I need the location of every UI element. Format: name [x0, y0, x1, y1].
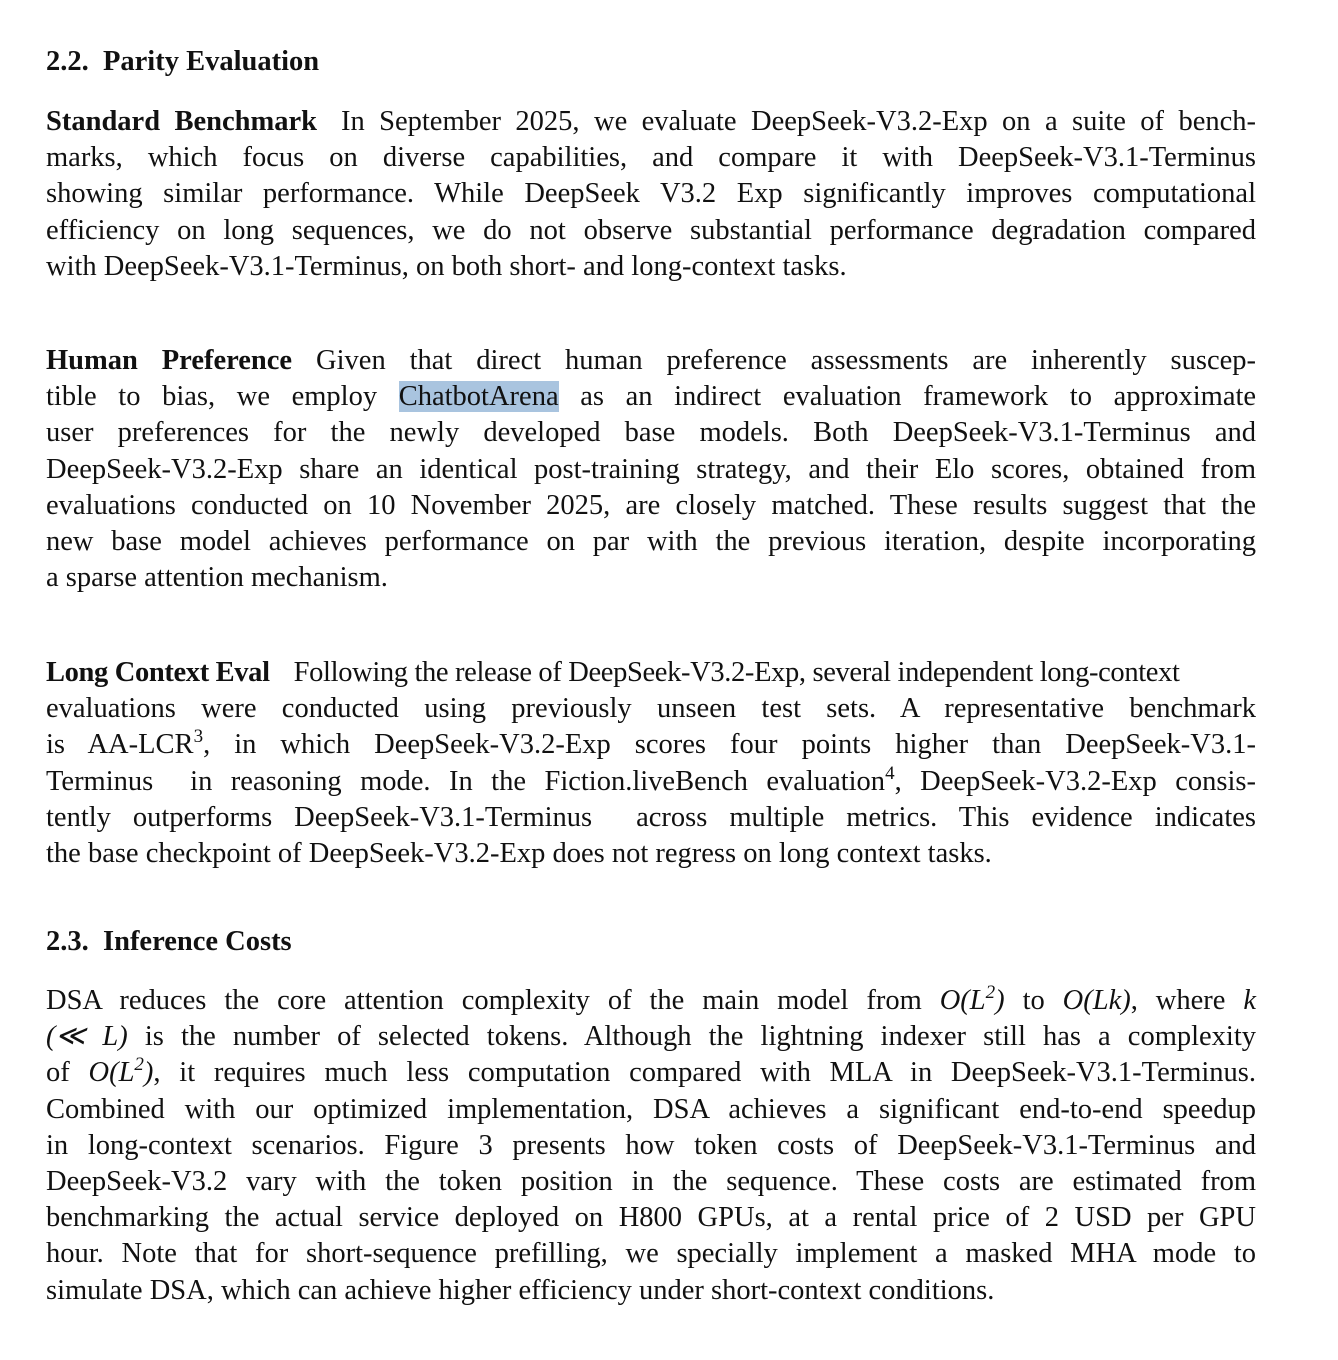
- line-text: Following the release of DeepSeek-V3.2-Exp, several independent long-context: [293, 657, 1180, 688]
- section-heading-2-2: [46, 44, 319, 80]
- paragraph-line: [46, 379, 1256, 415]
- paragraph-line: hour. Note that for short-sequence prefilling, we specially implement a masked MHA mode to: [46, 1238, 1256, 1270]
- paragraph-line: new base model achieves performance on par with the previous iteration, despite incorporating: [46, 526, 1256, 558]
- paragraph-line: [46, 764, 1256, 800]
- section-title: Inference Costs: [103, 926, 292, 957]
- line-text: , where: [1130, 985, 1226, 1016]
- paragraph-line: [46, 104, 1256, 140]
- selected-text-chatbotarena[interactable]: ChatbotArena: [398, 381, 559, 413]
- math-expression: $O(L^2)$: [939, 982, 1005, 1016]
- paragraph-line: evaluations were conducted using previously unseen test sets. A representative benchmark: [46, 693, 1256, 725]
- section-title: Parity Evaluation: [103, 46, 320, 77]
- paragraph-line: showing similar performance. While DeepSeek V3.2 Exp significantly improves computational: [46, 178, 1256, 210]
- section-number: 2.2.: [46, 46, 89, 77]
- line-text: as an indirect evaluation framework to approximate: [580, 381, 1257, 413]
- paragraph-line: efficiency on long sequences, we do not observe substantial performance degradation compared: [46, 214, 1256, 246]
- paragraph-line: tently outperforms DeepSeek-V3.1-Terminus across multiple metrics. This evidence indicates: [46, 801, 1256, 833]
- line-text: Terminus in reasoning mode. In the Fiction.liveBench evaluation: [46, 765, 886, 797]
- paragraph-human-preference: [46, 343, 1256, 596]
- math-expression: $O(L^2)$: [88, 1054, 154, 1089]
- paragraph-line: a sparse attention mechanism.: [46, 562, 388, 594]
- paragraph-long-context-eval: [46, 655, 1256, 872]
- line-text: In September 2025, we evaluate DeepSeek-V3.2-Exp on a suite of bench-: [340, 106, 1256, 137]
- paragraph-line: DeepSeek-V3.2-Exp share an identical post-training strategy, and their Elo scores, obtained from: [46, 453, 1256, 485]
- footnote-marker[interactable]: 4: [885, 762, 895, 784]
- line-text: tible to bias, we employ: [46, 381, 378, 413]
- line-text: is AA-LCR: [46, 729, 194, 761]
- line-text: , in which DeepSeek-V3.2-Exp scores four points higher than DeepSeek-V3.1-: [203, 729, 1256, 761]
- paragraph-line: [46, 727, 1256, 763]
- paragraph-line: marks, which focus on diverse capabilities, and compare it with DeepSeek-V3.1-Terminus: [46, 142, 1256, 174]
- paragraph-title: Human Preference: [46, 345, 293, 376]
- footnote-marker[interactable]: 3: [193, 726, 204, 748]
- line-text: Given that direct human preference assessments are inherently suscep-: [316, 345, 1256, 376]
- line-text: , DeepSeek-V3.2-Exp consis-: [894, 765, 1256, 797]
- paragraph-line: [46, 983, 1256, 1019]
- line-text: of: [46, 1057, 70, 1089]
- section-heading-2-3: [46, 924, 292, 960]
- paragraph-line: [46, 1019, 1256, 1055]
- math-expression: (≪ L): [46, 1021, 128, 1053]
- line-text: DSA reduces the core attention complexity of the main model from: [46, 985, 922, 1016]
- paragraph-line: evaluations conducted on 10 November 2025, are closely matched. These results suggest that the: [46, 489, 1256, 521]
- paragraph-line: Combined with our optimized implementation, DSA achieves a significant end-to-end speedup: [46, 1093, 1256, 1125]
- paragraph-line: simulate DSA, which can achieve higher efficiency under short-context conditions.: [46, 1274, 995, 1306]
- paragraph-line: with DeepSeek-V3.1-Terminus, on both short- and long-context tasks.: [46, 250, 847, 282]
- paragraph-line: [46, 343, 1256, 379]
- line-text: , it requires much less computation compared with MLA in DeepSeek-V3.1-Terminus.: [153, 1057, 1257, 1089]
- paragraph-line: [46, 1055, 1256, 1091]
- paragraph-line: the base checkpoint of DeepSeek-V3.2-Exp does not regress on long context tasks.: [46, 838, 992, 870]
- math-expression: O(Lk): [1062, 985, 1131, 1016]
- paragraph-line: user preferences for the newly developed base models. Both DeepSeek-V3.1-Terminus and: [46, 417, 1256, 449]
- paragraph-title: Standard Benchmark: [46, 106, 317, 137]
- paragraph-inference-costs: [46, 983, 1256, 1309]
- paragraph-title: Long Context Eval: [46, 657, 270, 688]
- math-variable: k: [1243, 985, 1257, 1016]
- paragraph-line: DeepSeek-V3.2 vary with the token position in the sequence. These costs are estimated from: [46, 1166, 1256, 1198]
- line-text: to: [1022, 985, 1045, 1016]
- line-text: is the number of selected tokens. Although the lightning indexer still has a complexity: [144, 1021, 1257, 1053]
- paragraph-line: in long-context scenarios. Figure 3 presents how token costs of DeepSeek-V3.1-Terminus and: [46, 1129, 1256, 1161]
- paragraph-line: benchmarking the actual service deployed on H800 GPUs, at a rental price of 2 USD per GPU: [46, 1202, 1256, 1234]
- paragraph-standard-benchmark: [46, 104, 1256, 285]
- paragraph-line: [46, 655, 1256, 691]
- section-number: 2.3.: [46, 926, 89, 957]
